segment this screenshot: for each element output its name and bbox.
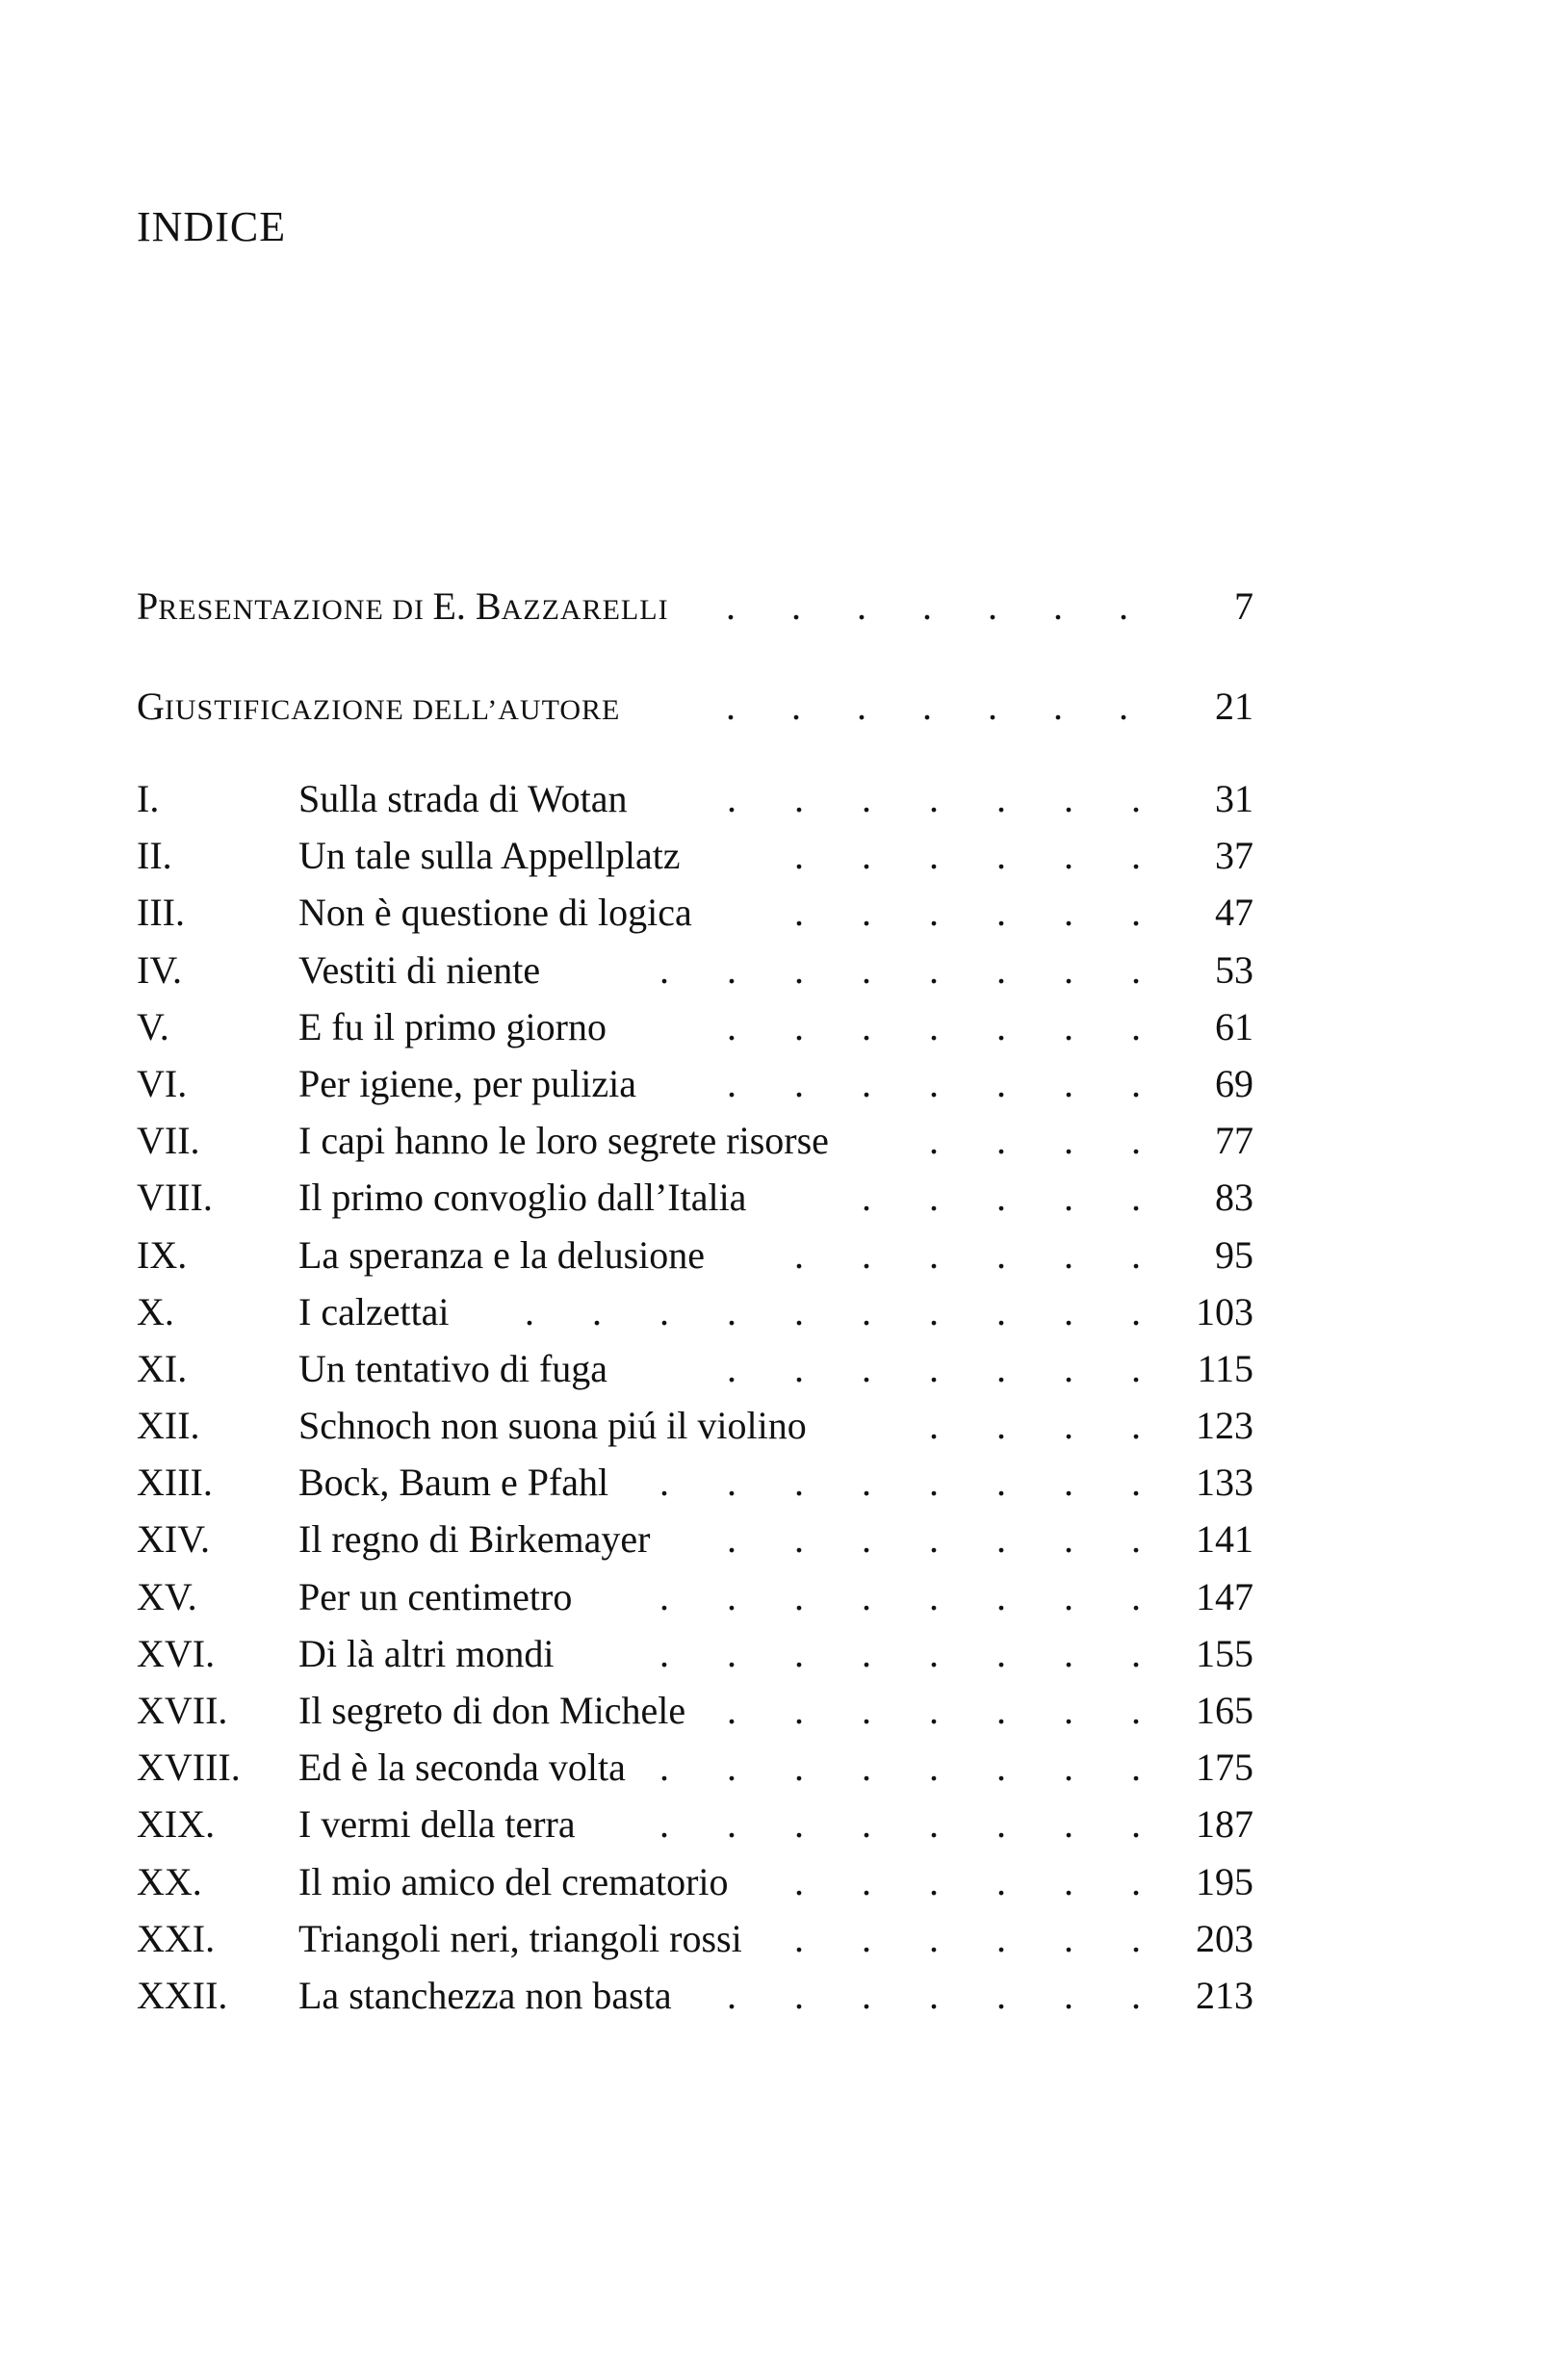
- toc-chapter-row: [137, 1739, 1253, 1796]
- leader-dots: . . . .: [929, 1119, 1165, 1163]
- leader-dots: . . . . . . .: [727, 1061, 1165, 1105]
- toc-chapter-row: [137, 1112, 1253, 1169]
- leader-dots: . . . . .: [862, 1176, 1165, 1220]
- toc-page-number: 141: [1196, 1517, 1253, 1562]
- leader-dots: . . . . . . .: [727, 777, 1165, 820]
- toc-page-number: 47: [1215, 891, 1253, 935]
- toc-entry-presentazione: [137, 578, 1253, 635]
- leader-dots: . . . .: [929, 1404, 1165, 1448]
- chapter-number: V.: [137, 1004, 169, 1048]
- chapter-title: I vermi della terra: [298, 1802, 576, 1847]
- chapter-number: XX.: [137, 1859, 202, 1903]
- toc-chapter-row: [137, 1967, 1253, 2024]
- chapter-title: La speranza e la delusione: [298, 1232, 706, 1277]
- toc-page-number: 123: [1196, 1404, 1253, 1448]
- leader-dots: . . . . . . . .: [659, 1574, 1165, 1618]
- toc-entry-label: [137, 578, 669, 639]
- toc-chapter-row: [137, 1682, 1253, 1739]
- chapter-number: VIII.: [137, 1176, 213, 1220]
- chapter-number: XI.: [137, 1346, 188, 1390]
- chapter-title: La stanchezza non basta: [298, 1973, 672, 2017]
- toc-page-number: 61: [1215, 1004, 1253, 1048]
- page-title: INDICE: [137, 203, 287, 250]
- chapter-title: Un tentativo di fuga: [298, 1346, 608, 1390]
- chapter-title: Per igiene, per pulizia: [298, 1061, 636, 1105]
- toc-chapter-row: [137, 827, 1253, 884]
- toc-chapter-row: [137, 1340, 1253, 1397]
- chapter-title: Un tale sulla Appellplatz: [298, 834, 681, 878]
- toc-page-number: 103: [1196, 1289, 1253, 1333]
- toc-page-number: 69: [1215, 1061, 1253, 1105]
- chapter-title: Schnoch non suona piú il violino: [298, 1404, 807, 1448]
- toc-page-number: 53: [1215, 947, 1253, 992]
- toc-chapter-row: [137, 1227, 1253, 1283]
- chapter-title: Il primo convoglio dall’Italia: [298, 1176, 747, 1220]
- chapter-number: VII.: [137, 1119, 200, 1163]
- chapter-number: XVIII.: [137, 1746, 241, 1790]
- chapter-title: Il mio amico del crematorio: [298, 1859, 729, 1903]
- chapter-title: Vestiti di niente: [298, 947, 541, 992]
- toc-label-part: RESENTAZIONE DI: [158, 594, 433, 626]
- chapter-list: [137, 770, 1253, 2024]
- toc-chapter-row: [137, 884, 1253, 941]
- toc-label-part: G: [137, 685, 165, 728]
- toc-chapter-row: [137, 1055, 1253, 1112]
- chapter-title: Sulla strada di Wotan: [298, 777, 628, 820]
- leader-dots: . . . . . . . .: [659, 1746, 1165, 1790]
- toc-page-number: 195: [1196, 1859, 1253, 1903]
- toc-entry-giustificazione: [137, 678, 1253, 736]
- toc-chapter-row: [137, 998, 1253, 1055]
- leader-dots: . . . . . . . .: [659, 1461, 1165, 1505]
- toc-page-number: 187: [1196, 1802, 1253, 1847]
- toc-label-part: P: [137, 584, 159, 628]
- leader-dots: . . . . . .: [794, 1859, 1165, 1903]
- toc-chapter-row: [137, 1910, 1253, 1967]
- chapter-number: X.: [137, 1289, 174, 1333]
- chapter-title: I capi hanno le loro segrete risorse: [298, 1119, 829, 1163]
- chapter-number: IV.: [137, 947, 183, 992]
- chapter-number: XXII.: [137, 1973, 228, 2017]
- chapter-number: XII.: [137, 1404, 200, 1448]
- chapter-title: I calzettai: [298, 1289, 450, 1333]
- toc-page-number: 203: [1196, 1916, 1253, 1960]
- toc-page-number: 77: [1215, 1119, 1253, 1163]
- chapter-title: Di là altri mondi: [298, 1631, 555, 1675]
- chapter-number: IX.: [137, 1232, 188, 1277]
- chapter-number: XVII.: [137, 1689, 228, 1732]
- toc-page-number: 155: [1196, 1631, 1253, 1675]
- toc-page-number: 147: [1196, 1574, 1253, 1618]
- toc-chapter-row: [137, 1568, 1253, 1625]
- toc-entry-label: [137, 678, 620, 739]
- toc-chapter-row: [137, 1454, 1253, 1511]
- leader-dots: . . . . . . .: [727, 1517, 1165, 1562]
- toc-page-number: 165: [1196, 1689, 1253, 1732]
- leader-dots: . . . . . .: [794, 891, 1165, 935]
- toc-chapter-row: [137, 1169, 1253, 1226]
- leader-dots: . . . . . . .: [727, 1346, 1165, 1390]
- chapter-number: XXI.: [137, 1916, 216, 1960]
- chapter-title: Triangoli neri, triangoli rossi: [298, 1916, 742, 1960]
- chapter-title: Bock, Baum e Pfahl: [298, 1461, 609, 1505]
- toc-chapter-row: [137, 1853, 1253, 1910]
- chapter-number: XIII.: [137, 1461, 213, 1505]
- chapter-number: XIV.: [137, 1517, 210, 1562]
- toc-page-number: 83: [1215, 1176, 1253, 1220]
- leader-dots: . . . . . .: [794, 1916, 1165, 1960]
- leader-dots: . . . . . . .: [727, 1973, 1165, 2017]
- chapter-number: II.: [137, 834, 172, 878]
- toc-chapter-row: [137, 1283, 1253, 1340]
- chapter-number: I.: [137, 777, 160, 820]
- leader-dots: . . . . . . .: [727, 1689, 1165, 1732]
- leader-dots: . . . . . . .: [727, 1004, 1165, 1048]
- chapter-title: Il regno di Birkemayer: [298, 1517, 651, 1562]
- toc-chapter-row: [137, 1625, 1253, 1682]
- leader-dots: . . . . . . .: [726, 584, 1151, 628]
- toc-page-number: 133: [1196, 1461, 1253, 1505]
- toc-page-number: 21: [1215, 685, 1253, 728]
- leader-dots: . . . . . .: [794, 834, 1165, 878]
- leader-dots: . . . . . . .: [726, 685, 1151, 728]
- chapter-number: XIX.: [137, 1802, 216, 1847]
- toc-chapter-row: [137, 770, 1253, 827]
- toc-page-number: 115: [1197, 1346, 1253, 1390]
- toc-chapter-row: [137, 942, 1253, 998]
- chapter-title: Per un centimetro: [298, 1574, 573, 1618]
- chapter-number: III.: [137, 891, 185, 935]
- toc-page-number: 7: [1234, 584, 1253, 628]
- toc-page-number: 175: [1196, 1746, 1253, 1790]
- chapter-title: Non è questione di logica: [298, 891, 692, 935]
- toc-chapter-row: [137, 1511, 1253, 1567]
- chapter-title: Ed è la seconda volta: [298, 1746, 626, 1790]
- chapter-number: XVI.: [137, 1631, 216, 1675]
- toc-chapter-row: [137, 1397, 1253, 1454]
- toc-page-number: 213: [1196, 1973, 1253, 2017]
- toc-label-part: E. B: [432, 584, 502, 628]
- leader-dots: . . . . . .: [794, 1232, 1165, 1277]
- leader-dots: . . . . . . . .: [659, 1631, 1165, 1675]
- chapter-number: VI.: [137, 1061, 188, 1105]
- toc-page-number: 95: [1215, 1232, 1253, 1277]
- leader-dots: . . . . . . . .: [659, 1802, 1165, 1847]
- toc-chapter-row: [137, 1796, 1253, 1852]
- leader-dots: . . . . . . . . . .: [525, 1289, 1165, 1333]
- toc-label-part: IUSTIFICAZIONE DELL’AUTORE: [164, 694, 621, 726]
- leader-dots: . . . . . . . .: [659, 947, 1165, 992]
- chapter-title: Il segreto di don Michele: [298, 1689, 686, 1732]
- toc-page-number: 37: [1215, 834, 1253, 878]
- chapter-title: E fu il primo giorno: [298, 1004, 607, 1048]
- toc-page-number: 31: [1215, 777, 1253, 820]
- toc-label-part: AZZARELLI: [501, 594, 669, 626]
- chapter-number: XV.: [137, 1574, 197, 1618]
